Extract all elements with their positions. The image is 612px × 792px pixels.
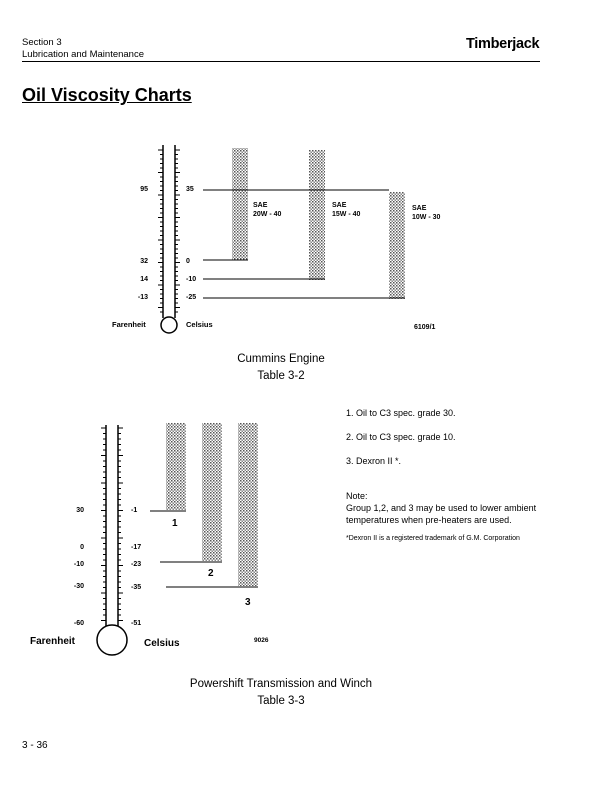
note-heading: Note: bbox=[346, 491, 368, 501]
c-tick-label: 35 bbox=[186, 186, 194, 193]
grade-bar-2 bbox=[202, 423, 222, 561]
chart2-caption-table: Table 3-3 bbox=[257, 695, 305, 707]
figure-id: 9026 bbox=[254, 637, 269, 644]
grade-bar-15w40 bbox=[309, 150, 325, 280]
celsius-label: Celsius bbox=[186, 320, 213, 329]
chart1-caption-title: Cummins Engine bbox=[237, 353, 325, 365]
c-tick-label: -25 bbox=[186, 294, 197, 301]
fahrenheit-label: Farenheit bbox=[30, 636, 76, 647]
f-tick-label: -10 bbox=[73, 561, 84, 568]
note-item: 2. Oil to C3 spec. grade 10. bbox=[346, 432, 456, 442]
note-item: 3. Dexron II *. bbox=[346, 456, 402, 466]
bar-number: 2 bbox=[208, 568, 214, 579]
f-tick-label: 0 bbox=[80, 544, 84, 551]
grade-bar-10w30 bbox=[389, 192, 405, 299]
f-tick-label: -13 bbox=[137, 294, 148, 301]
note-body: Group 1,2, and 3 may be used to lower ambient temperatures when pre-heaters are used. bbox=[346, 503, 537, 525]
note-item: 1. Oil to C3 spec. grade 30. bbox=[346, 408, 456, 418]
chart2-caption-title: Powershift Transmission and Winch bbox=[189, 678, 373, 690]
c-tick-label: -23 bbox=[131, 561, 142, 568]
chart1-caption-table: Table 3-2 bbox=[257, 370, 305, 382]
section-label: Section 3 bbox=[22, 37, 62, 48]
chart2-caption bbox=[141, 676, 421, 710]
fahrenheit-label: Farenheit bbox=[112, 320, 146, 329]
c-tick-label: 0 bbox=[186, 258, 190, 265]
notes-block bbox=[346, 407, 546, 543]
c-tick-label: -51 bbox=[131, 620, 142, 627]
grade-sae-label: SAE bbox=[253, 202, 268, 209]
page-title: Oil Viscosity Charts bbox=[22, 85, 192, 105]
thermometer-2 bbox=[97, 425, 127, 655]
thermometer-1 bbox=[158, 145, 180, 333]
subsection-label: Lubrication and Maintenance bbox=[22, 49, 145, 60]
page-number: 3 - 36 bbox=[22, 740, 48, 751]
grade-sae-label: SAE bbox=[332, 202, 347, 209]
f-tick-label: 14 bbox=[140, 276, 148, 283]
trademark-note: *Dexron II is a registered trademark of G.M. Corporation bbox=[346, 535, 520, 542]
grade-label: 15W - 40 bbox=[332, 211, 361, 218]
grade-sae-label: SAE bbox=[412, 205, 427, 212]
bar-number: 3 bbox=[245, 597, 251, 608]
grade-label: 10W - 30 bbox=[412, 214, 441, 221]
f-tick-label: -30 bbox=[73, 583, 84, 590]
f-tick-label: 32 bbox=[140, 258, 148, 265]
chart1-caption bbox=[181, 351, 381, 385]
c-tick-label: -35 bbox=[131, 584, 142, 591]
celsius-label: Celsius bbox=[144, 638, 180, 649]
f-tick-label: 95 bbox=[140, 186, 148, 193]
c-tick-label: -17 bbox=[131, 544, 142, 551]
f-tick-label: 30 bbox=[76, 507, 84, 514]
c-tick-label: -10 bbox=[186, 276, 197, 283]
grade-label: 20W - 40 bbox=[253, 211, 282, 218]
bar-number: 1 bbox=[172, 518, 178, 529]
f-tick-label: -60 bbox=[73, 620, 84, 627]
c-tick-label: -1 bbox=[131, 507, 138, 514]
brand-logo: Timberjack bbox=[466, 36, 540, 52]
grade-bar-3 bbox=[238, 423, 258, 586]
grade-bar-1 bbox=[166, 423, 186, 510]
grade-bar-20w40 bbox=[232, 148, 248, 260]
figure-id: 6109/1 bbox=[414, 324, 436, 331]
